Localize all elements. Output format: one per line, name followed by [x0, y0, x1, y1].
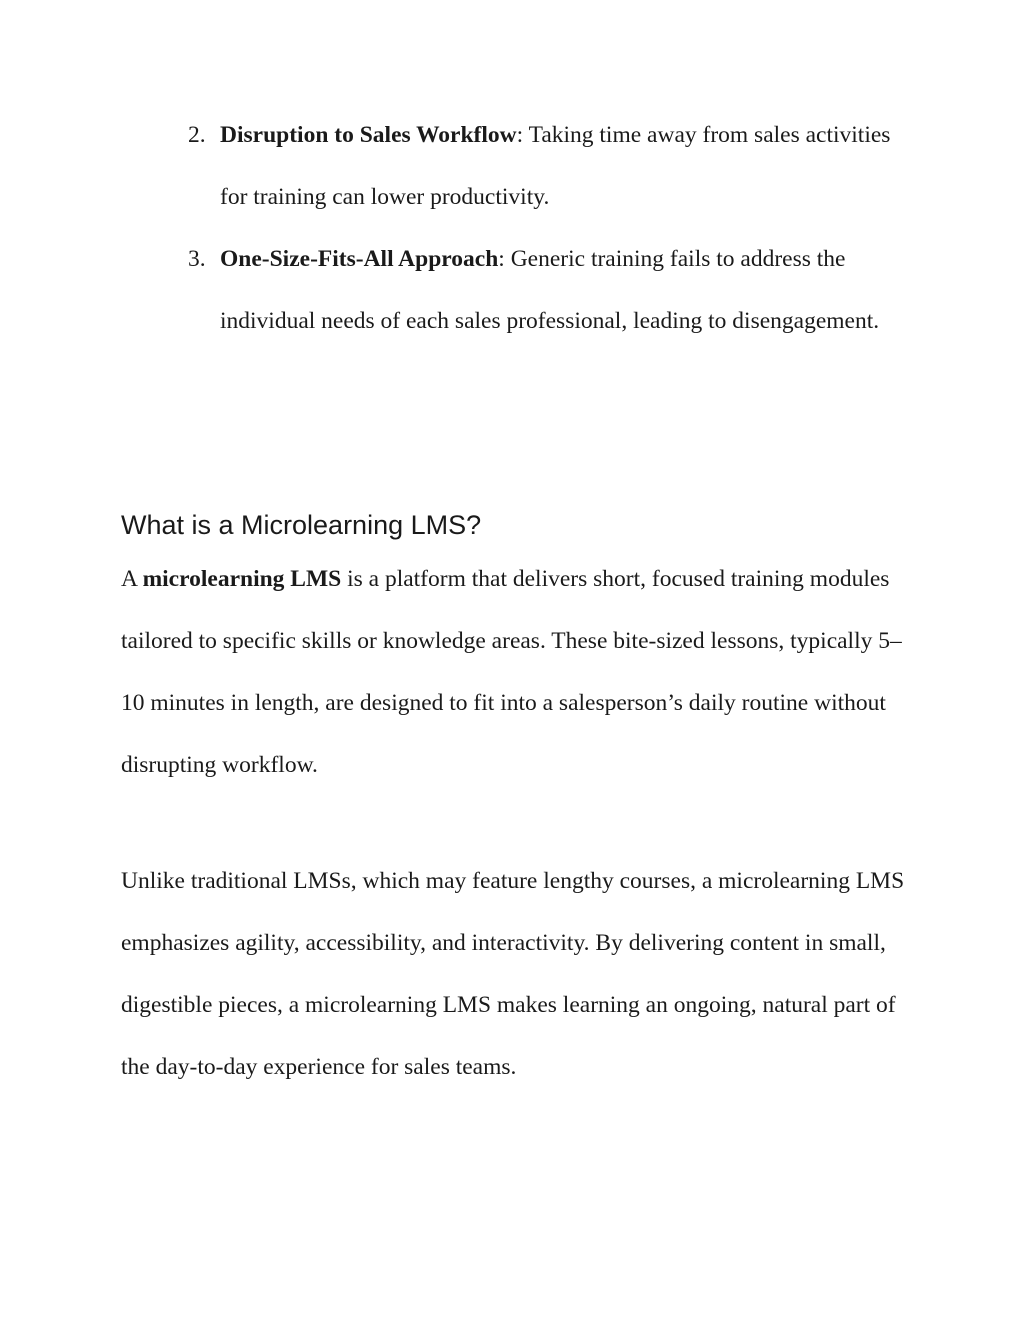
list-item-text: : Generic training fails to address the individual needs of each sales professional, leading to disengagement.	[220, 246, 880, 334]
definition-lead: A	[121, 566, 143, 592]
definition-term: microlearning LMS	[142, 566, 342, 592]
list-item-text: : Taking time away from sales activities for training can lower productivity.	[220, 122, 891, 210]
list-item-number: 2.	[188, 122, 206, 148]
definition-text: is a platform that delivers short, focused training modules tailored to specific skills or knowledge areas. These bite-sized lessons, typically 5–10 minutes in length, are designed to fit into a salesperson’s daily routine without disrupting workflow.	[121, 566, 902, 778]
list-item-number: 3.	[188, 246, 206, 272]
comparison-paragraph: Unlike traditional LMSs, which may feature lengthy courses, a microlearning LMS emphasizes agility, accessibility, and interactivity. By delivering content in small, digestible pieces, a microlearning LMS makes learning an ongoing, natural part of the day-to-day experience for sales teams.	[121, 868, 905, 1080]
challenges-list	[188, 104, 908, 352]
list-item-title: Disruption to Sales Workflow	[220, 122, 517, 148]
list-item	[188, 228, 908, 352]
list-item	[188, 104, 908, 228]
section-heading: What is a Microlearning LMS?	[121, 510, 482, 540]
definition-paragraph	[121, 548, 911, 796]
list-item-title: One-Size-Fits-All Approach	[220, 246, 499, 272]
